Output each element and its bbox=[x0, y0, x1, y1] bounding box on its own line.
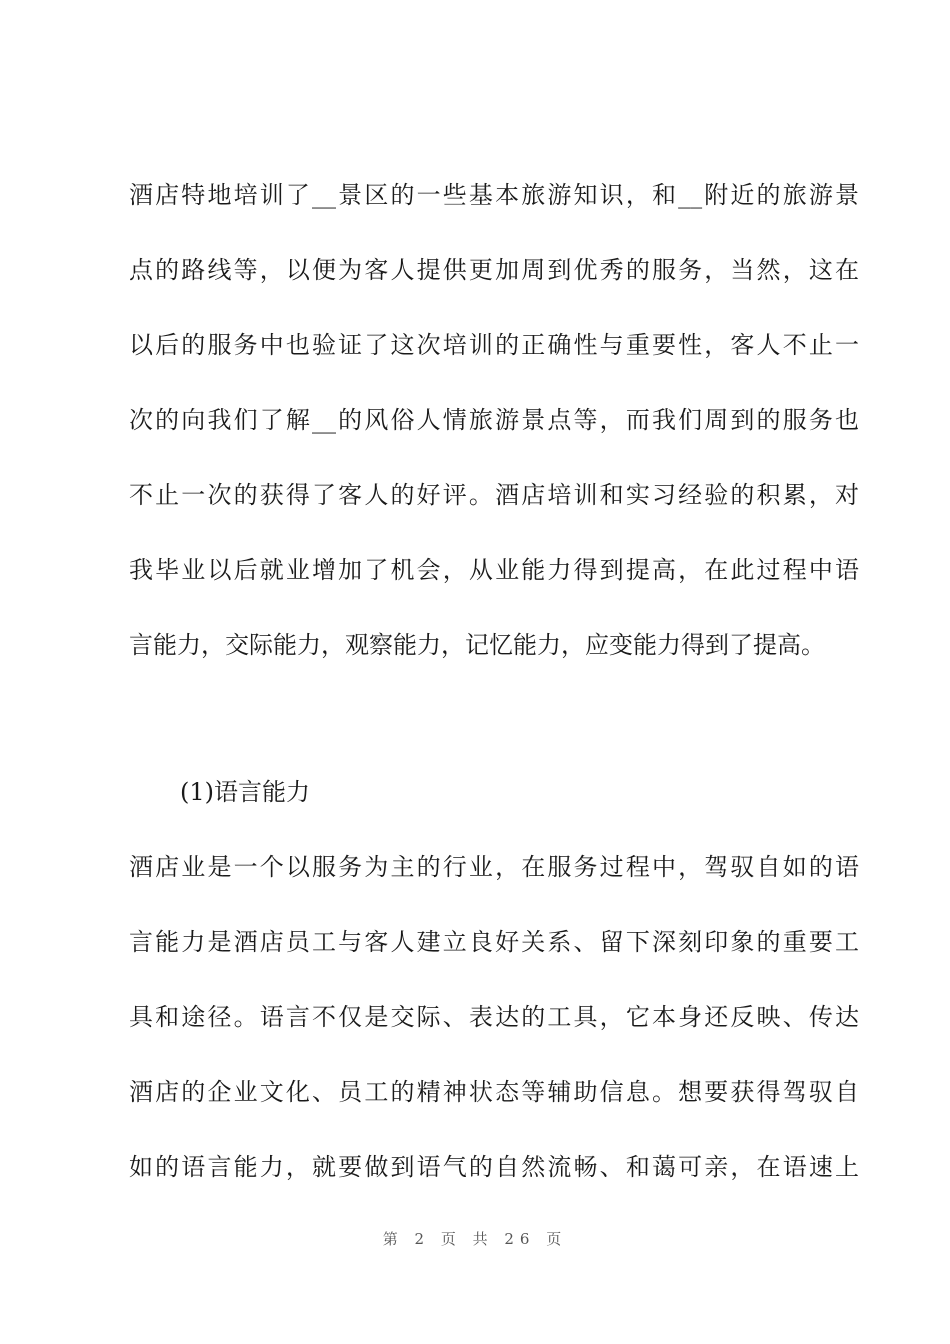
paragraph-line: 酒店特地培训了__景区的一些基本旅游知识，和__附近的旅游景 bbox=[129, 181, 859, 209]
paragraph-line: 以后的服务中也验证了这次培训的正确性与重要性，客人不止一 bbox=[129, 331, 859, 359]
paragraph-line: 言能力，交际能力，观察能力，记忆能力，应变能力得到了提高。 bbox=[129, 631, 825, 659]
paragraph-line: 我毕业以后就业增加了机会，从业能力得到提高，在此过程中语 bbox=[129, 556, 859, 584]
section-heading: (1)语言能力 bbox=[180, 778, 310, 806]
paragraph-line: 酒店的企业文化、员工的精神状态等辅助信息。想要获得驾驭自 bbox=[129, 1078, 859, 1106]
paragraph-line: 点的路线等，以便为客人提供更加周到优秀的服务，当然，这在 bbox=[129, 256, 859, 284]
paragraph-line: 酒店业是一个以服务为主的行业，在服务过程中，驾驭自如的语 bbox=[129, 853, 859, 881]
paragraph-line: 次的向我们了解__的风俗人情旅游景点等，而我们周到的服务也 bbox=[129, 406, 859, 434]
paragraph-line: 言能力是酒店员工与客人建立良好关系、留下深刻印象的重要工 bbox=[129, 928, 859, 956]
page-number-footer: 第 2 页 共 26 页 bbox=[382, 1230, 568, 1248]
paragraph-line: 不止一次的获得了客人的好评。酒店培训和实习经验的积累，对 bbox=[129, 481, 859, 509]
paragraph-line: 具和途径。语言不仅是交际、表达的工具，它本身还反映、传达 bbox=[129, 1003, 859, 1031]
paragraph-line: 如的语言能力，就要做到语气的自然流畅、和蔼可亲，在语速上 bbox=[129, 1153, 859, 1181]
